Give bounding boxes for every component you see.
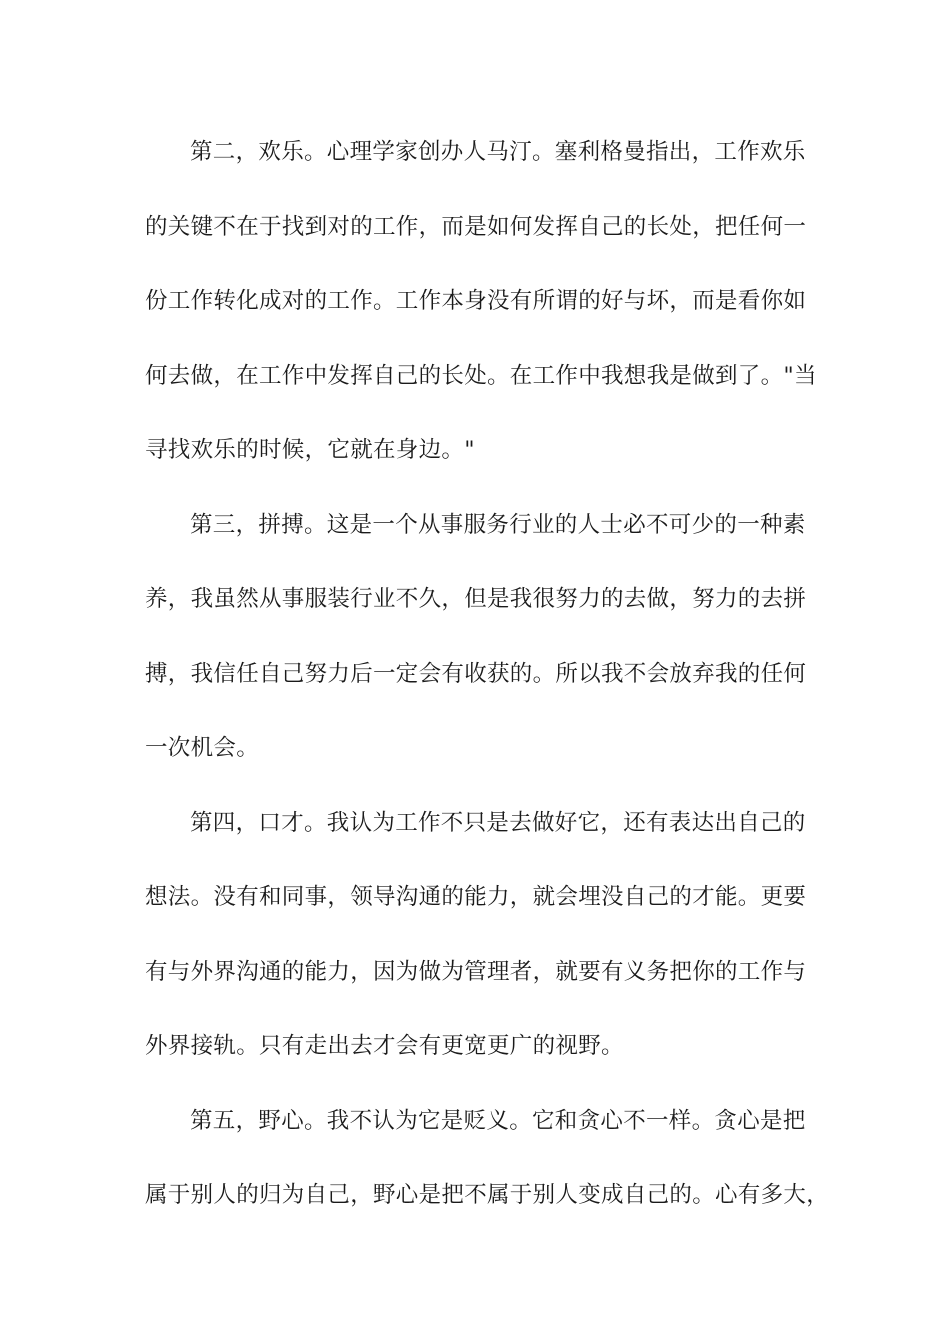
document-body — [145, 115, 830, 1233]
paragraph-joy — [145, 115, 825, 488]
paragraph-ambition — [145, 1084, 830, 1233]
paragraph-line: 外界接轨。只有走出去才会有更宽更广的视野。 — [145, 1033, 624, 1059]
paragraph-line: 搏，我信任自己努力后一定会有收获的。所以我不会放弃我的任何 — [145, 660, 807, 687]
paragraph-line: 的关键不在于找到对的工作，而是如何发挥自己的长处，把任何一 — [145, 213, 807, 240]
paragraph-line: 一次机会。 — [145, 735, 260, 761]
paragraph-striving — [145, 488, 825, 786]
paragraph-line: 寻找欢乐的时候，它就在身边。" — [145, 437, 475, 463]
paragraph-line: 第三，拼搏。这是一个从事服务行业的人士必不可少的一种素 — [190, 511, 806, 538]
paragraph-line: 份工作转化成对的工作。工作本身没有所谓的好与坏，而是看你如 — [145, 288, 807, 314]
paragraph-line: 有与外界沟通的能力，因为做为管理者，就要有义务把你的工作与 — [145, 958, 807, 985]
paragraph-line: 养，我虽然从事服装行业不久，但是我很努力的去做，努力的去拼 — [145, 586, 807, 612]
paragraph-line: 第二，欢乐。心理学家创办人马汀。塞利格曼指出，工作欢乐 — [190, 139, 806, 165]
paragraph-line: 第四，口才。我认为工作不只是去做好它，还有表达出自己的 — [190, 809, 806, 836]
paragraph-eloquence — [145, 786, 825, 1084]
paragraph-line: 想法。没有和同事，领导沟通的能力，就会埋没自己的才能。更要 — [145, 884, 807, 910]
paragraph-line: 第五，野心。我不认为它是贬义。它和贪心不一样。贪心是把 — [190, 1107, 806, 1134]
paragraph-line: 属于别人的归为自己，野心是把不属于别人变成自己的。心有多大， — [145, 1182, 830, 1208]
paragraph-line: 何去做，在工作中发挥自己的长处。在工作中我想我是做到了。"当 — [145, 362, 817, 389]
